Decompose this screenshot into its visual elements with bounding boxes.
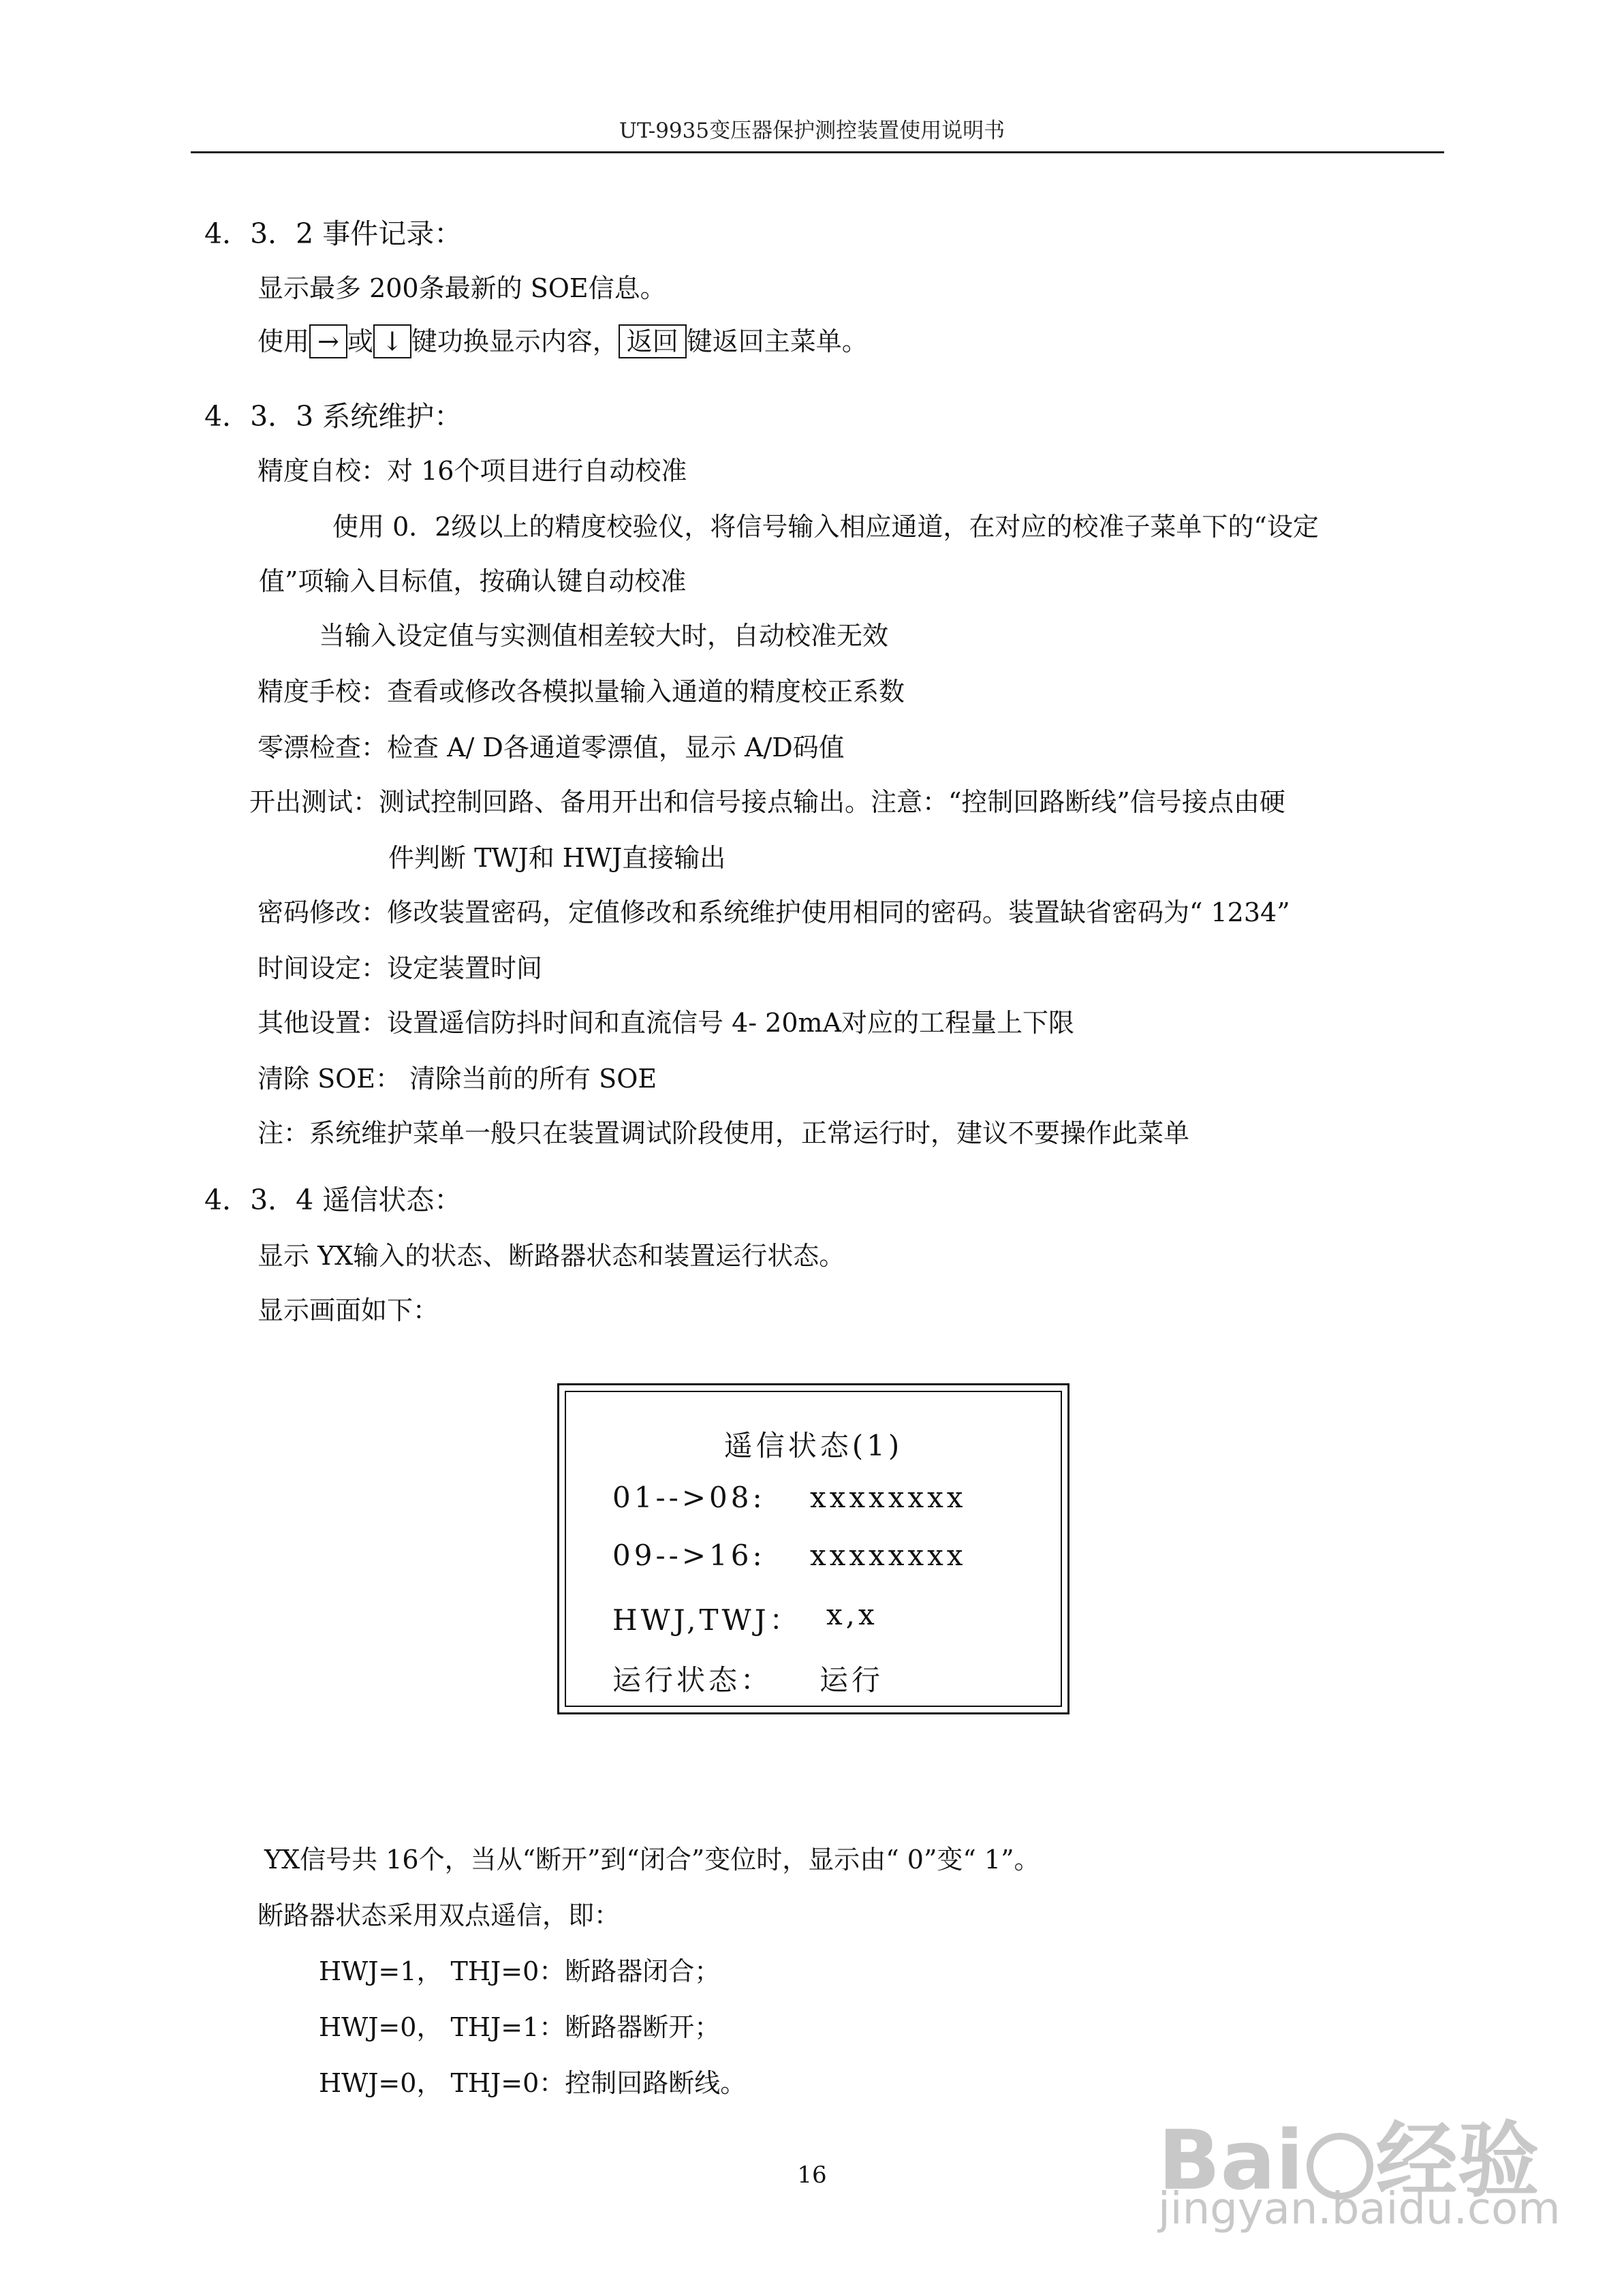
maintenance-item: 清除 SOE： 清除当前的所有 SOE bbox=[257, 1064, 657, 1094]
event-record-use-text: 使用 bbox=[257, 326, 310, 356]
display-row2-value: xxxxxxxx bbox=[810, 1539, 967, 1572]
maintenance-item: 密码修改：修改装置密码，定值修改和系统维护使用相同的密码。装置缺省密码为“ 1234” bbox=[257, 897, 1290, 927]
down-arrow-key: ↓ bbox=[373, 324, 411, 358]
remote-signal-line1: 显示 YX输入的状态、断路器状态和装置运行状态。 bbox=[257, 1241, 845, 1271]
display-title: 遥信状态(1) bbox=[723, 1429, 903, 1462]
header-rule bbox=[191, 151, 1444, 153]
maintenance-note: 注：系统维护菜单一般只在装置调试阶段使用，正常运行时，建议不要操作此菜单 bbox=[257, 1118, 1190, 1148]
watermark-logo-left: Bai bbox=[1158, 2114, 1304, 2208]
right-arrow-key: → bbox=[309, 324, 347, 358]
display-row4-label: 运行状态： bbox=[612, 1663, 773, 1697]
return-text: 键返回主菜单。 bbox=[686, 326, 868, 356]
maintenance-item: 值”项输入目标值，按确认键自动校准 bbox=[259, 566, 687, 596]
watermark-logo-right: 经验 bbox=[1375, 2114, 1540, 2208]
display-row1-value: xxxxxxxx bbox=[810, 1481, 967, 1514]
breaker-state-item: HWJ=0， THJ=0：控制回路断线。 bbox=[319, 2068, 747, 2098]
event-record-line1: 显示最多 200条最新的 SOE信息。 bbox=[257, 273, 666, 303]
breaker-state-item: HWJ=0， THJ=1：断路器断开； bbox=[319, 2012, 721, 2042]
section-heading-event-record: 4．3．2 事件记录： bbox=[204, 217, 463, 250]
display-screen-box bbox=[557, 1383, 1069, 1714]
page-number: 16 bbox=[797, 2161, 827, 2189]
maintenance-item: 时间设定：设定装置时间 bbox=[257, 953, 543, 983]
display-row3-label: HWJ,TWJ： bbox=[612, 1603, 802, 1637]
section-heading-system-maintenance: 4．3．3 系统维护： bbox=[204, 400, 463, 433]
breaker-state-item: HWJ=1， THJ=0：断路器闭合； bbox=[319, 1956, 721, 1986]
maintenance-item: 当输入设定值与实测值相差较大时，自动校准无效 bbox=[319, 621, 889, 651]
page-header: UT-9935变压器保护测控装置使用说明书 bbox=[619, 119, 1005, 143]
event-record-line2 bbox=[257, 320, 868, 358]
maintenance-item: 使用 0．2级以上的精度校验仪，将信号输入相应通道，在对应的校准子菜单下的“设定 bbox=[332, 512, 1319, 542]
maintenance-item: 其他设置：设置遥信防抖时间和直流信号 4- 20mA对应的工程量上下限 bbox=[257, 1008, 1075, 1038]
yx-description: YX信号共 16个，当从“断开”到“闭合”变位时，显示由“ 0”变“ 1”。 bbox=[264, 1845, 1040, 1875]
maintenance-item: 件判断 TWJ和 HWJ直接输出 bbox=[388, 843, 726, 873]
display-row1-label: 01-->08: bbox=[612, 1481, 766, 1514]
watermark-url: jingyan.baidu.com bbox=[1158, 2184, 1561, 2234]
display-row2-label: 09-->16: bbox=[612, 1539, 766, 1572]
remote-signal-line2: 显示画面如下： bbox=[257, 1295, 439, 1325]
display-row4-value: 运行 bbox=[819, 1663, 884, 1697]
maintenance-item: 开出测试：测试控制回路、备用开出和信号接点输出。注意：“控制回路断线”信号接点由硬 bbox=[249, 787, 1285, 817]
display-row3-value: x,x bbox=[826, 1598, 878, 1631]
switch-text: 键功换显示内容， bbox=[411, 326, 619, 356]
maintenance-item: 精度自校：对 16个项目进行自动校准 bbox=[257, 456, 687, 486]
or-text: 或 bbox=[347, 326, 373, 356]
maintenance-item: 零漂检查：检查 A/ D各通道零漂值，显示 A/D码值 bbox=[257, 733, 845, 763]
breaker-description: 断路器状态采用双点遥信，即： bbox=[257, 1900, 621, 1930]
section-heading-remote-signal: 4．3．4 遥信状态： bbox=[204, 1184, 463, 1216]
back-key: 返回 bbox=[619, 324, 687, 358]
maintenance-item: 精度手校：查看或修改各模拟量输入通道的精度校正系数 bbox=[257, 677, 905, 707]
